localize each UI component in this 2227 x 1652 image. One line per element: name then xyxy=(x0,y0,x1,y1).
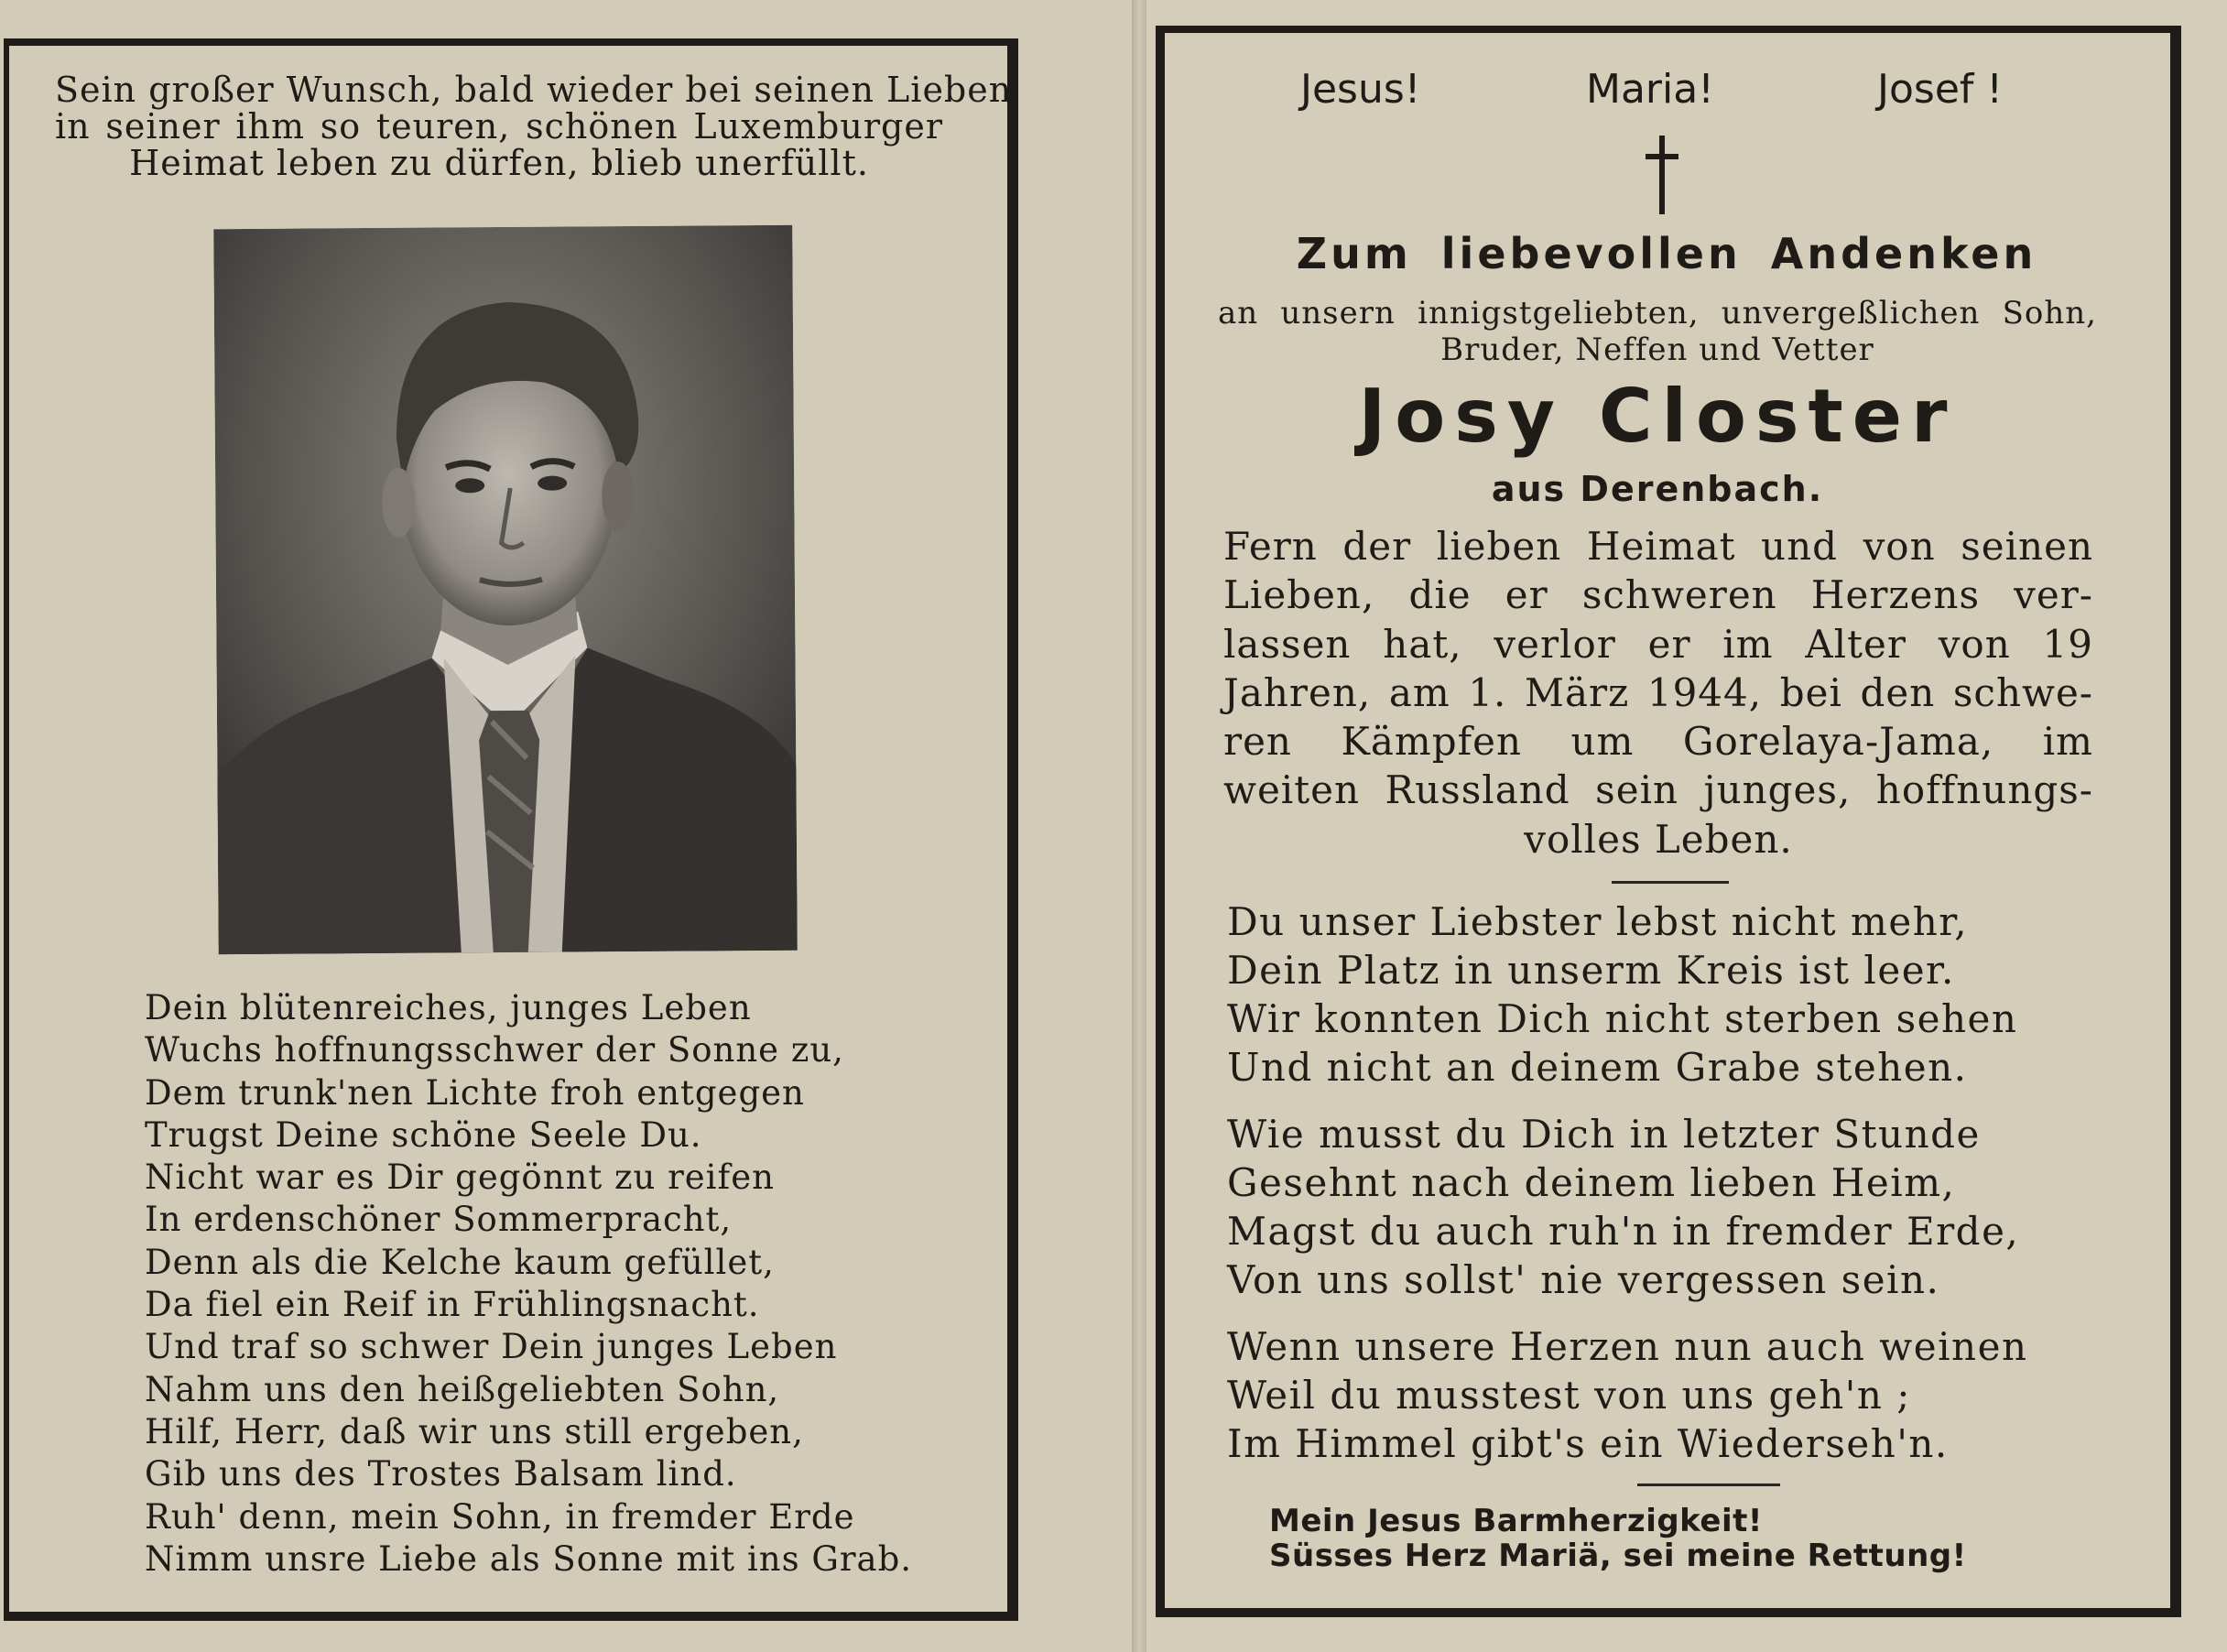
obituary-paragraph xyxy=(1223,522,2093,864)
card-fold xyxy=(1132,0,1146,1652)
paragraph-line: weiten Russland sein junges, hoffnungs- xyxy=(1223,767,2093,813)
paragraph-line: Fern der lieben Heimat und von seinen xyxy=(1223,524,2093,569)
closing-prayer xyxy=(1269,1504,2075,1573)
poem-line: Da fiel ein Reif in Frühlingsnacht. xyxy=(145,1285,760,1325)
stanza-line: Und nicht an deinem Grabe stehen. xyxy=(1227,1045,1968,1090)
memorial-subheading xyxy=(1218,295,2097,368)
stanza-line: Dein Platz in unserm Kreis ist leer. xyxy=(1227,948,1955,993)
poem-line: Nicht war es Dir gegönnt zu reifen xyxy=(145,1157,775,1198)
stanza-line: Wenn unsere Herzen nun auch weinen xyxy=(1227,1324,2028,1369)
prayer-line: Süsses Herz Mariä, sei meine Rettung! xyxy=(1269,1538,1967,1574)
poem-line: Wuchs hoffnungsschwer der Sonne zu, xyxy=(145,1030,844,1071)
paragraph-line: Jahren, am 1. März 1944, bei den schwe- xyxy=(1223,669,2093,715)
subheading-line: Bruder, Neffen und Vetter xyxy=(1440,331,1874,368)
name-maria: Maria! xyxy=(1586,66,1714,113)
prayer-line: Mein Jesus Barmherzigkeit! xyxy=(1269,1503,1763,1539)
paragraph-line: Lieben, die er schweren Herzens ver- xyxy=(1223,572,2093,618)
poem-line: Gib uns des Trostes Balsam lind. xyxy=(145,1454,737,1494)
poem xyxy=(145,987,951,1581)
portrait-image xyxy=(213,225,798,954)
poem-line: Nahm uns den heißgeliebten Sohn, xyxy=(145,1369,780,1409)
memorial-heading: Zum liebevollen Andenken xyxy=(1296,229,2037,278)
deceased-name: Josy Closter xyxy=(1358,374,1957,459)
poem-line: In erdenschöner Sommerpracht, xyxy=(145,1200,733,1240)
poem-line: Ruh' denn, mein Sohn, in fremder Erde xyxy=(145,1496,855,1537)
stanza-line: Von uns sollst' nie vergessen sein. xyxy=(1227,1257,1940,1302)
holy-family-names xyxy=(1297,66,2029,117)
name-jesus: Jesus! xyxy=(1300,66,1421,113)
poem-line: Hilf, Herr, daß wir uns still ergeben, xyxy=(145,1411,804,1451)
stanza-line: Wie musst du Dich in letzter Stunde xyxy=(1227,1112,1981,1157)
intro-line: in seiner ihm so teuren, schönen Luxemburger xyxy=(55,106,943,147)
stanza-line: Magst du auch ruh'n in fremder Erde, xyxy=(1227,1209,2020,1254)
poem-stanza xyxy=(1227,897,2106,1092)
poem-line: Trugst Deine schöne Seele Du. xyxy=(145,1114,702,1155)
poem-line: Dein blütenreiches, junges Leben xyxy=(145,988,752,1027)
poem-line: Nimm unsre Liebe als Sonne mit ins Grab. xyxy=(145,1538,913,1579)
stanza-line: Weil du musstest von uns geh'n ; xyxy=(1227,1373,1911,1418)
poem-stanza xyxy=(1227,1322,2106,1468)
paragraph-line: volles Leben. xyxy=(1524,816,1793,862)
divider-rule xyxy=(1612,881,1729,884)
poem-line: Denn als die Kelche kaum gefüllet, xyxy=(145,1242,775,1282)
deceased-origin: aus Derenbach. xyxy=(1491,469,1824,509)
stanza-line: Im Himmel gibt's ein Wiederseh'n. xyxy=(1227,1421,1949,1466)
paragraph-line: lassen hat, verlor er im Alter von 19 xyxy=(1223,621,2093,667)
paragraph-line: ren Kämpfen um Gorelaya-Jama, im xyxy=(1223,719,2093,765)
intro-line: Sein großer Wunsch, bald wieder bei seinen Lieben xyxy=(55,70,1013,110)
poem-line: Dem trunk'nen Lichte froh entgegen xyxy=(145,1072,805,1113)
name-josef: Josef ! xyxy=(1877,66,2004,113)
stanza-line: Gesehnt nach deinem lieben Heim, xyxy=(1227,1160,1956,1205)
divider-rule xyxy=(1637,1484,1780,1486)
stanza-line: Wir konnten Dich nicht sterben sehen xyxy=(1227,996,2018,1041)
subheading-line: an unsern innigstgeliebten, unvergeßlichen Sohn, xyxy=(1218,295,2097,331)
poem-stanza xyxy=(1227,1110,2106,1304)
poem-line: Und traf so schwer Dein junges Leben xyxy=(145,1327,838,1367)
intro-text xyxy=(55,70,1013,183)
cross-icon xyxy=(1644,134,1680,216)
portrait-photo xyxy=(213,225,798,954)
intro-line: Heimat leben zu dürfen, blieb unerfüllt. xyxy=(129,143,869,183)
stanza-line: Du unser Liebster lebst nicht mehr, xyxy=(1227,899,1969,944)
